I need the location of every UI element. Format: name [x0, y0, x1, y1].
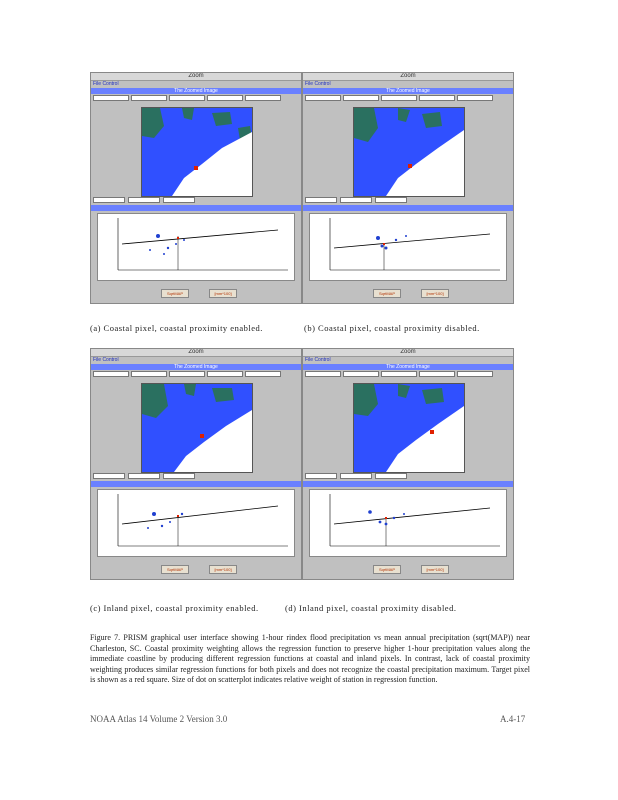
field[interactable] [93, 197, 125, 203]
field[interactable] [381, 371, 417, 377]
field[interactable] [375, 473, 407, 479]
field[interactable] [207, 371, 243, 377]
x-axis-label: SqrtMAP [161, 565, 189, 574]
zoom-map[interactable] [353, 383, 465, 473]
field[interactable] [169, 95, 205, 101]
field[interactable] [93, 371, 129, 377]
field[interactable] [419, 95, 455, 101]
field[interactable] [163, 197, 195, 203]
field[interactable] [343, 95, 379, 101]
x-axis-label: SqrtMAP [161, 289, 189, 298]
map-title: The Zoomed Image [91, 88, 301, 94]
panel-c [90, 348, 302, 580]
plot-title-bar [91, 205, 301, 211]
window-title: Zoom [91, 349, 301, 357]
field[interactable] [305, 371, 341, 377]
field-row [91, 370, 301, 377]
field-row [91, 94, 301, 101]
field[interactable] [340, 473, 372, 479]
field[interactable] [375, 197, 407, 203]
scatterplot[interactable] [97, 489, 295, 557]
field[interactable] [93, 473, 125, 479]
caption-b: (b) Coastal pixel, coastal proximity disabled. [304, 323, 480, 333]
field[interactable] [128, 473, 160, 479]
menu-bar[interactable]: File Control [305, 81, 331, 87]
x-axis-label: SqrtMAP [373, 565, 401, 574]
zoom-map[interactable] [353, 107, 465, 197]
plot-title-bar [91, 481, 301, 487]
x-axis-label: SqrtMAP [373, 289, 401, 298]
scatterplot[interactable] [309, 213, 507, 281]
field[interactable] [305, 473, 337, 479]
panel-d [302, 348, 514, 580]
field[interactable] [207, 95, 243, 101]
menu-bar[interactable]: File Control [93, 81, 119, 87]
panel-a [90, 72, 302, 304]
caption-c: (c) Inland pixel, coastal proximity enabled. [90, 603, 259, 613]
coord-row [305, 473, 407, 479]
coord-row [305, 197, 407, 203]
coord-row [93, 197, 195, 203]
plot-title-bar [303, 205, 513, 211]
plot-title-bar [303, 481, 513, 487]
map-title: The Zoomed Image [91, 364, 301, 370]
map-title: The Zoomed Image [303, 364, 513, 370]
window-title: Zoom [303, 73, 513, 81]
field[interactable] [381, 95, 417, 101]
field[interactable] [169, 371, 205, 377]
field[interactable] [340, 197, 372, 203]
field[interactable] [305, 95, 341, 101]
zoom-map[interactable] [141, 107, 253, 197]
field[interactable] [163, 473, 195, 479]
unit-label: [mm*100] [209, 565, 237, 574]
field-row [303, 94, 513, 101]
figure-caption: Figure 7. PRISM graphical user interface showing 1-hour rindex flood precipitation vs mean annual precipitation (sqrt(MAP)) near Charleston, SC. Coastal proximity weighting allows the regression function to preserve higher 1-hour precipitation values along the immediate coastline by producing different regression functions at coastal and inland pixels. In contrast, lack of coastal proximity weighting produces similar regression functions for both pixels and does not recognize the coastal precipitation maximum. Target pixel is shown as a red square. Size of dot on scatterplot indicates relative weight of station in regression function. [90, 633, 530, 684]
map-title: The Zoomed Image [303, 88, 513, 94]
field[interactable] [128, 197, 160, 203]
menu-bar[interactable]: File Control [93, 357, 119, 363]
field[interactable] [343, 371, 379, 377]
field[interactable] [131, 95, 167, 101]
field[interactable] [245, 371, 281, 377]
field[interactable] [131, 371, 167, 377]
footer-right: A.4-17 [500, 714, 526, 724]
field[interactable] [457, 371, 493, 377]
field[interactable] [305, 197, 337, 203]
scatterplot[interactable] [309, 489, 507, 557]
field-row [303, 370, 513, 377]
caption-d: (d) Inland pixel, coastal proximity disabled. [285, 603, 457, 613]
field[interactable] [457, 95, 493, 101]
unit-label: [mm*100] [421, 289, 449, 298]
field[interactable] [245, 95, 281, 101]
menu-bar[interactable]: File Control [305, 357, 331, 363]
field[interactable] [93, 95, 129, 101]
unit-label: [mm*100] [209, 289, 237, 298]
unit-label: [mm*100] [421, 565, 449, 574]
caption-a: (a) Coastal pixel, coastal proximity enabled. [90, 323, 263, 333]
window-title: Zoom [91, 73, 301, 81]
coord-row [93, 473, 195, 479]
scatterplot[interactable] [97, 213, 295, 281]
field[interactable] [419, 371, 455, 377]
window-title: Zoom [303, 349, 513, 357]
footer-left: NOAA Atlas 14 Volume 2 Version 3.0 [90, 714, 228, 724]
zoom-map[interactable] [141, 383, 253, 473]
panel-b [302, 72, 514, 304]
